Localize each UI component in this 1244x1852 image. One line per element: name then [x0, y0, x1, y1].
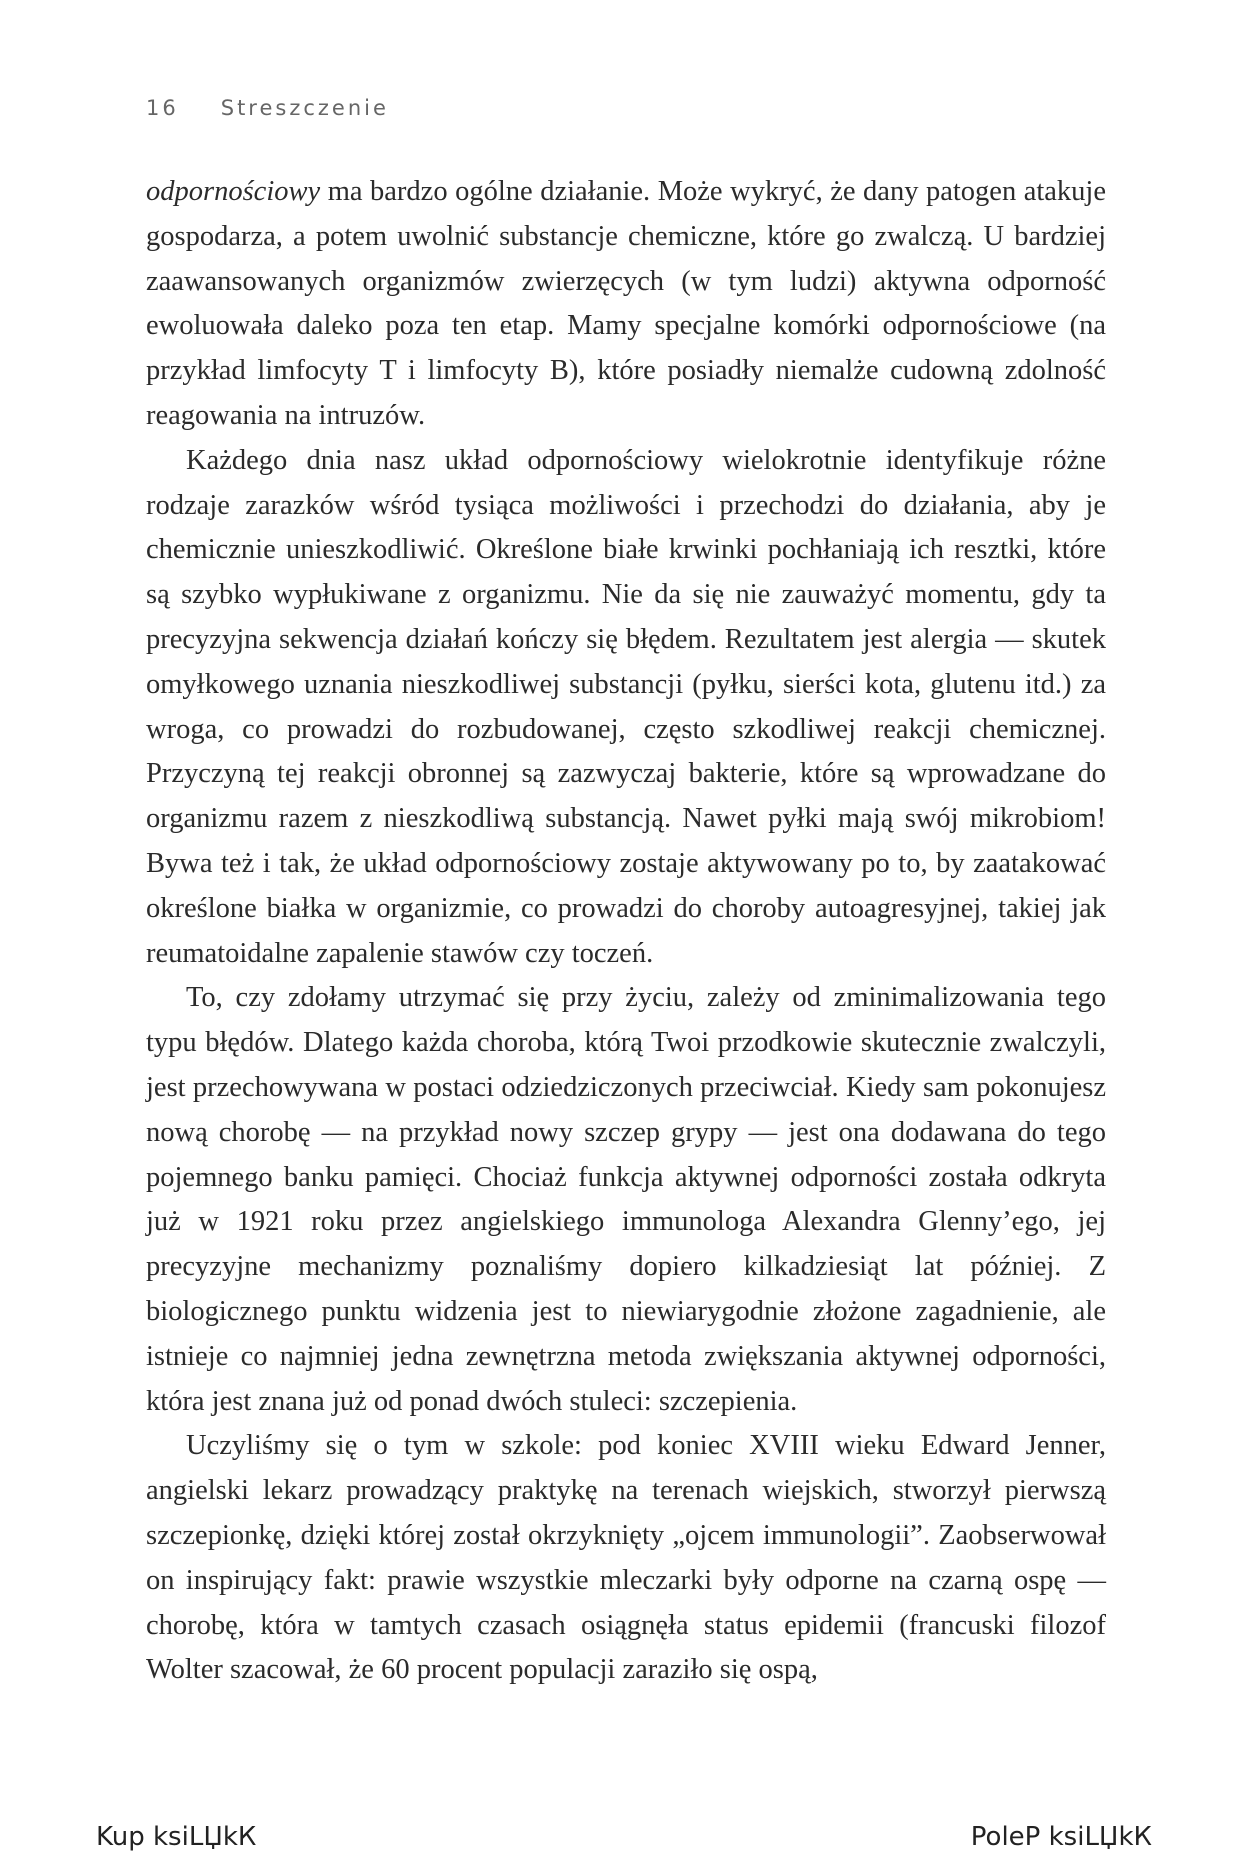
section-title: Streszczenie: [220, 96, 389, 120]
running-head: [146, 96, 389, 120]
paragraph: Uczyliśmy się o tym w szkole: pod koniec XVIII wieku Edward Jenner, angielski lekarz prowadzący praktykę na terenach wiejskich, stworzył pierwszą szczepionkę, dzięki której został okrzyknięty „ojcem immunologii”. Zaobserwował on inspirujący fakt: prawie wszystkie mleczarki były odporne na czarną ospę — chorobę, która w tamtych czasach osiągnęła status epidemii (francuski filozof Wolter szacował, że 60 procent populacji zaraziło się ospą,: [146, 1430, 1106, 1686]
paragraph: [146, 170, 1106, 439]
paragraph-text: ma bardzo ogólne działanie. Może wykryć, że dany patogen atakuje gospodarza, a potem uwolnić substancje chemiczne, które go zwalczą. U bardziej zaawansowanych organizmów zwierzęcych (w tym ludzi) aktywna odporność ewoluowała daleko poza ten etap. Mamy specjalne komórki odpornościowe (na przykład limfocyty T i limfocyty B), które posiadły niemalże cudowną zdolność reagowania na intruzów.: [146, 176, 1106, 431]
recommend-book-link[interactable]: PoleР ksiLЏkК: [970, 1822, 1152, 1852]
paragraph: To, czy zdołamy utrzymać się przy życiu, zależy od zminimalizowania tego typu błędów. Dlatego każda choroba, którą Twoi przodkowie skutecznie zwalczyli, jest przechowywana w postaci odziedziczonych przeciwciał. Kiedy sam pokonujesz nową chorobę — na przykład nowy szczep grypy — jest ona dodawana do tego pojemnego banku pamięci. Chociaż funkcja aktywnej odporności została odkryta już w 1921 roku przez angielskiego immunologa Alexandra Glenny’ego, jej precyzyjne mechanizmy poznaliśmy dopiero kilkadziesiąt lat później. Z biologicznego punktu widzenia jest to niewiarygodnie złożone zagadnienie, ale istnieje co najmniej jedna zewnętrzna metoda zwiększania aktywnej odporności, która jest znana już od ponad dwóch stuleci: szczepienia.: [146, 982, 1106, 1417]
paragraph: Każdego dnia nasz układ odpornościowy wielokrotnie identyfikuje różne rodzaje zarazków wśród tysiąca możliwości i przechodzi do działania, aby je chemicznie unieszkodliwić. Określone białe krwinki pochłaniają ich resztki, które są szybko wypłukiwane z organizmu. Nie da się nie zauważyć momentu, gdy ta precyzyjna sekwencja działań kończy się błędem. Rezultatem jest alergia — skutek omyłkowego uznania nieszkodliwej substancji (pyłku, sierści kota, glutenu itd.) za wroga, co prowadzi do rozbudowanej, często szkodliwej reakcji chemicznej. Przyczyną tej reakcji obronnej są zazwyczaj bakterie, które są wprowadzane do organizmu razem z nieszkodliwą substancją. Nawet pyłki mają swój mikrobiom! Bywa też i tak, że układ odpornościowy zostaje aktywowany po to, by zaatakować określone białka w organizmie, co prowadzi do choroby autoagresyjnej, takiej jak reumatoidalne zapalenie stawów czy toczeń.: [146, 444, 1106, 969]
page-number: 16: [146, 96, 179, 120]
body-text: [146, 170, 1106, 1693]
buy-book-link[interactable]: Kup ksiLЏkК: [96, 1822, 257, 1852]
italic-lead: odpornościowy: [146, 176, 321, 207]
